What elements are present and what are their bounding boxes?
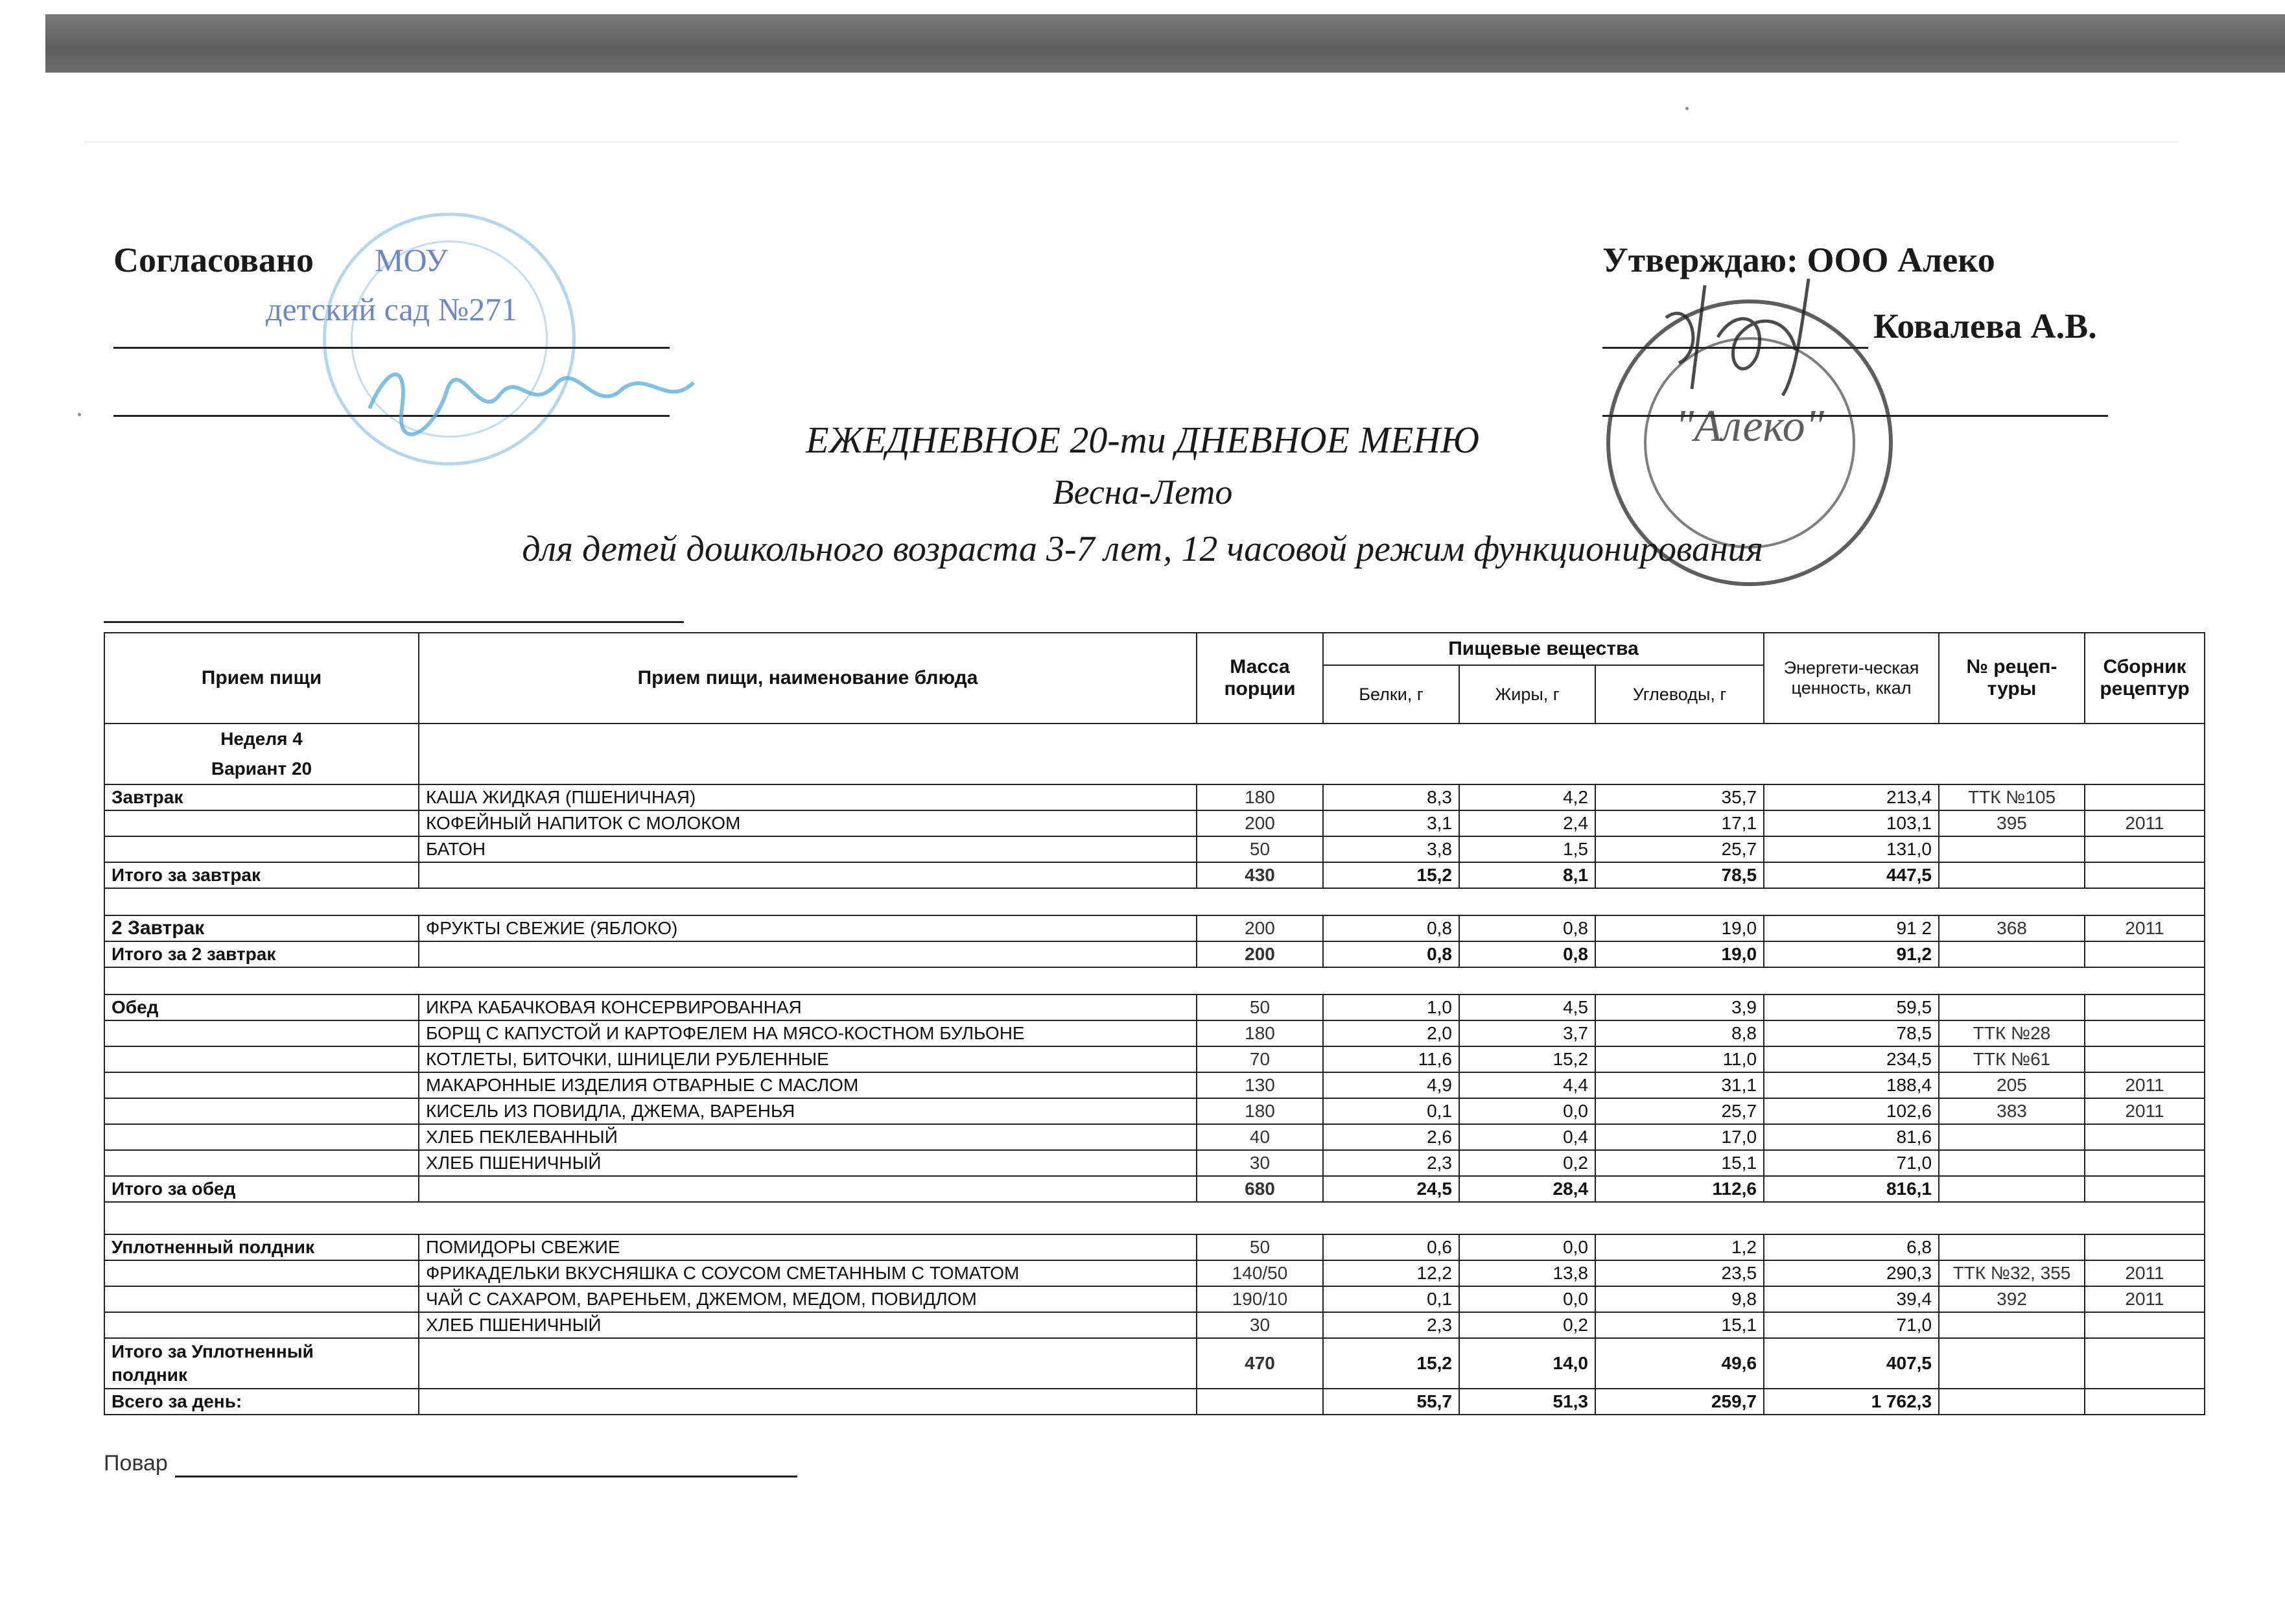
- dish-collection: [2085, 1046, 2205, 1072]
- total-carbs: 49,6: [1595, 1338, 1764, 1389]
- dish-mass: 180: [1197, 1020, 1323, 1046]
- day-total-label: Всего за день:: [104, 1389, 419, 1415]
- dish-recipe: 368: [1939, 915, 2085, 941]
- dish-fat: 4,2: [1459, 784, 1595, 810]
- table-row: [104, 1150, 2205, 1176]
- dish-collection: [2085, 1234, 2205, 1260]
- total-energy: 407,5: [1764, 1338, 1939, 1389]
- total-label: Итого за завтрак: [104, 862, 419, 888]
- dish-fat: 0,4: [1459, 1124, 1595, 1150]
- dish-name: ХЛЕБ ПШЕНИЧНЫЙ: [419, 1312, 1197, 1338]
- dish-recipe: ТТК №105: [1939, 784, 2085, 810]
- table-row: [104, 1260, 2205, 1286]
- total-empty: [1939, 1176, 2085, 1202]
- dish-mass: 70: [1197, 1046, 1323, 1072]
- total-empty: [2085, 1338, 2205, 1389]
- dish-fat: 0,2: [1459, 1150, 1595, 1176]
- header-meal: Прием пищи: [104, 633, 419, 724]
- total-empty: [1939, 1338, 2085, 1389]
- dish-fat: 15,2: [1459, 1046, 1595, 1072]
- meal-empty: [104, 1286, 419, 1312]
- table-row: [104, 1312, 2205, 1338]
- header-carbs: Углеводы, г: [1595, 665, 1764, 724]
- dish-protein: 0,1: [1323, 1286, 1459, 1312]
- total-empty: [1939, 1389, 2085, 1415]
- dish-carbs: 8,8: [1595, 1020, 1764, 1046]
- dish-protein: 0,8: [1323, 915, 1459, 941]
- title-underline: [104, 621, 684, 623]
- week-variant: Вариант 20: [211, 759, 312, 779]
- dish-name: ФРИКАДЕЛЬКИ ВКУСНЯШКА С СОУСОМ СМЕТАННЫМ С ТОМАТОМ: [419, 1260, 1197, 1286]
- dish-recipe: [1939, 994, 2085, 1020]
- dish-mass: 140/50: [1197, 1260, 1323, 1286]
- dish-protein: 0,6: [1323, 1234, 1459, 1260]
- dish-carbs: 17,1: [1595, 810, 1764, 836]
- total-energy: 816,1: [1764, 1176, 1939, 1202]
- dish-mass: 180: [1197, 1098, 1323, 1124]
- total-empty: [419, 1338, 1197, 1389]
- meal-empty: [104, 1046, 419, 1072]
- total-protein: 0,8: [1323, 941, 1459, 967]
- dish-mass: 40: [1197, 1124, 1323, 1150]
- dish-protein: 3,1: [1323, 810, 1459, 836]
- dish-name: КОФЕЙНЫЙ НАПИТОК С МОЛОКОМ: [419, 810, 1197, 836]
- total-carbs: 78,5: [1595, 862, 1764, 888]
- meal-empty: [104, 1098, 419, 1124]
- header-recipe-no: № рецеп-туры: [1939, 633, 2085, 724]
- total-empty: [1197, 1389, 1323, 1415]
- header-dish: Прием пищи, наименование блюда: [419, 633, 1197, 724]
- header-fat: Жиры, г: [1459, 665, 1595, 724]
- scan-dot: [1685, 107, 1689, 110]
- total-empty: [2085, 1389, 2205, 1415]
- meal-empty: [104, 1150, 419, 1176]
- total-label: [104, 1338, 419, 1389]
- header-energy: Энергети-ческая ценность, ккал: [1764, 633, 1939, 724]
- dish-fat: 4,4: [1459, 1072, 1595, 1098]
- dish-carbs: 1,2: [1595, 1234, 1764, 1260]
- total-fat: 8,1: [1459, 862, 1595, 888]
- total-label: Итого за 2 завтрак: [104, 941, 419, 967]
- day-total-fat: 51,3: [1459, 1389, 1595, 1415]
- document-season: Весна-Лето: [1052, 473, 1233, 512]
- dish-energy: 188,4: [1764, 1072, 1939, 1098]
- header-protein: Белки, г: [1323, 665, 1459, 724]
- dish-carbs: 23,5: [1595, 1260, 1764, 1286]
- dish-protein: 2,3: [1323, 1150, 1459, 1176]
- stamp-org-line1: МОУ: [375, 242, 449, 278]
- dish-protein: 2,6: [1323, 1124, 1459, 1150]
- meal-breakfast: Завтрак: [104, 784, 419, 810]
- dish-energy: 59,5: [1764, 994, 1939, 1020]
- dish-collection: 2011: [2085, 1072, 2205, 1098]
- table-row: [104, 1124, 2205, 1150]
- dish-energy: 103,1: [1764, 810, 1939, 836]
- dish-mass: 190/10: [1197, 1286, 1323, 1312]
- dish-fat: 1,5: [1459, 836, 1595, 862]
- dish-protein: 2,3: [1323, 1312, 1459, 1338]
- dish-recipe: [1939, 1124, 2085, 1150]
- dish-energy: 131,0: [1764, 836, 1939, 862]
- dish-carbs: 3,9: [1595, 994, 1764, 1020]
- total-energy: 447,5: [1764, 862, 1939, 888]
- dish-carbs: 15,1: [1595, 1312, 1764, 1338]
- dish-name: БАТОН: [419, 836, 1197, 862]
- dish-carbs: 35,7: [1595, 784, 1764, 810]
- dish-carbs: 31,1: [1595, 1072, 1764, 1098]
- dish-energy: 6,8: [1764, 1234, 1939, 1260]
- total-label: Итого за обед: [104, 1176, 419, 1202]
- dish-name: ХЛЕБ ПШЕНИЧНЫЙ: [419, 1150, 1197, 1176]
- meal-breakfast-2: 2 Завтрак: [104, 915, 419, 941]
- dish-fat: 13,8: [1459, 1260, 1595, 1286]
- total-fat: 14,0: [1459, 1338, 1595, 1389]
- total-fat: 28,4: [1459, 1176, 1595, 1202]
- dish-collection: [2085, 836, 2205, 862]
- dish-name: МАКАРОННЫЕ ИЗДЕЛИЯ ОТВАРНЫЕ С МАСЛОМ: [419, 1072, 1197, 1098]
- table-row: [104, 915, 2205, 941]
- total-mass: 430: [1197, 862, 1323, 888]
- meal-empty: [104, 1072, 419, 1098]
- dish-energy: 71,0: [1764, 1312, 1939, 1338]
- dish-energy: 102,6: [1764, 1098, 1939, 1124]
- dish-carbs: 19,0: [1595, 915, 1764, 941]
- dish-protein: 3,8: [1323, 836, 1459, 862]
- dish-name: ФРУКТЫ СВЕЖИЕ (ЯБЛОКО): [419, 915, 1197, 941]
- dish-fat: 0,0: [1459, 1234, 1595, 1260]
- scan-faint-line: [84, 141, 2178, 143]
- dish-fat: 0,0: [1459, 1098, 1595, 1124]
- total-carbs: 19,0: [1595, 941, 1764, 967]
- dish-recipe: 383: [1939, 1098, 2085, 1124]
- total-row-lunch: [104, 1176, 2205, 1202]
- table-row: [104, 836, 2205, 862]
- week-number: Неделя 4: [220, 729, 303, 749]
- dish-carbs: 25,7: [1595, 1098, 1764, 1124]
- dish-protein: 2,0: [1323, 1020, 1459, 1046]
- dish-carbs: 11,0: [1595, 1046, 1764, 1072]
- dish-energy: 39,4: [1764, 1286, 1939, 1312]
- meal-lunch: Обед: [104, 994, 419, 1020]
- table-row-empty: [419, 724, 2205, 784]
- dish-energy: 290,3: [1764, 1260, 1939, 1286]
- table-row: [104, 994, 2205, 1020]
- table-row: [104, 1098, 2205, 1124]
- meal-empty: [104, 810, 419, 836]
- header-nutrients: Пищевые вещества: [1323, 633, 1764, 665]
- dish-carbs: 25,7: [1595, 836, 1764, 862]
- meal-empty: [104, 1260, 419, 1286]
- total-empty: [2085, 941, 2205, 967]
- dish-energy: 71,0: [1764, 1150, 1939, 1176]
- total-fat: 0,8: [1459, 941, 1595, 967]
- dish-recipe: 392: [1939, 1286, 2085, 1312]
- document-title: ЕЖЕДНЕВНОЕ 20-ти ДНЕВНОЕ МЕНЮ: [806, 419, 1479, 461]
- total-empty: [1939, 941, 2085, 967]
- dish-collection: 2011: [2085, 1098, 2205, 1124]
- dish-fat: 4,5: [1459, 994, 1595, 1020]
- dish-energy: 213,4: [1764, 784, 1939, 810]
- total-protein: 15,2: [1323, 1338, 1459, 1389]
- dish-fat: 2,4: [1459, 810, 1595, 836]
- meal-empty: [104, 836, 419, 862]
- total-mass: 470: [1197, 1338, 1323, 1389]
- approve-org-label: Утверждаю: ООО Алеко: [1602, 241, 1995, 279]
- week-label: [104, 724, 419, 784]
- menu-table: [104, 632, 2205, 1415]
- dish-mass: 50: [1197, 1234, 1323, 1260]
- dish-mass: 200: [1197, 915, 1323, 941]
- dish-name: ИКРА КАБАЧКОВАЯ КОНСЕРВИРОВАННАЯ: [419, 994, 1197, 1020]
- dish-recipe: ТТК №61: [1939, 1046, 2085, 1072]
- total-empty: [1939, 862, 2085, 888]
- total-empty: [419, 1389, 1197, 1415]
- total-empty: [2085, 862, 2205, 888]
- total-energy: 91,2: [1764, 941, 1939, 967]
- dish-mass: 30: [1197, 1150, 1323, 1176]
- day-total-protein: 55,7: [1323, 1389, 1459, 1415]
- spacer-row: [104, 1202, 2205, 1234]
- dish-name: КИСЕЛЬ ИЗ ПОВИДЛА, ДЖЕМА, ВАРЕНЬЯ: [419, 1098, 1197, 1124]
- meal-empty: [104, 1312, 419, 1338]
- total-empty: [2085, 1176, 2205, 1202]
- spacer-row: [104, 967, 2205, 994]
- dish-collection: [2085, 994, 2205, 1020]
- dish-protein: 12,2: [1323, 1260, 1459, 1286]
- dish-energy: 91 2: [1764, 915, 1939, 941]
- signature-right-image: [1646, 259, 1880, 408]
- total-row-breakfast: [104, 862, 2205, 888]
- table-row: [104, 810, 2205, 836]
- total-row-breakfast-2: [104, 941, 2205, 967]
- dish-fat: 0,0: [1459, 1286, 1595, 1312]
- stamp-company-name: "Алеко": [1675, 401, 1824, 451]
- stamp-org-line2: детский сад №271: [266, 291, 518, 327]
- dish-protein: 4,9: [1323, 1072, 1459, 1098]
- dish-recipe: 395: [1939, 810, 2085, 836]
- dish-collection: 2011: [2085, 1286, 2205, 1312]
- dish-recipe: ТТК №28: [1939, 1020, 2085, 1046]
- dish-name: КАША ЖИДКАЯ (ПШЕНИЧНАЯ): [419, 784, 1197, 810]
- total-label-line2: полдник: [111, 1365, 188, 1385]
- meal-snack: Уплотненный полдник: [104, 1234, 419, 1260]
- total-row-snack: [104, 1338, 2205, 1389]
- total-protein: 24,5: [1323, 1176, 1459, 1202]
- approver-name: Ковалева А.В.: [1873, 307, 2097, 346]
- dish-name: КОТЛЕТЫ, БИТОЧКИ, ШНИЦЕЛИ РУБЛЕННЫЕ: [419, 1046, 1197, 1072]
- approved-label: Согласовано: [113, 241, 314, 279]
- dish-recipe: 205: [1939, 1072, 2085, 1098]
- dish-name: БОРЩ С КАПУСТОЙ И КАРТОФЕЛЕМ НА МЯСО-КОСТНОМ БУЛЬОНЕ: [419, 1020, 1197, 1046]
- document-subtitle: для детей дошкольного возраста 3-7 лет, 12 часовой режим функционирования: [522, 529, 1763, 569]
- cook-signature-line: [175, 1476, 797, 1477]
- total-empty: [419, 862, 1197, 888]
- dish-carbs: 15,1: [1595, 1150, 1764, 1176]
- dish-energy: 234,5: [1764, 1046, 1939, 1072]
- scan-edge-bar: [45, 14, 2285, 73]
- dish-protein: 0,1: [1323, 1098, 1459, 1124]
- dish-recipe: ТТК №32, 355: [1939, 1260, 2085, 1286]
- dish-collection: 2011: [2085, 915, 2205, 941]
- dish-carbs: 17,0: [1595, 1124, 1764, 1150]
- dish-collection: [2085, 784, 2205, 810]
- dish-name: ЧАЙ С САХАРОМ, ВАРЕНЬЕМ, ДЖЕМОМ, МЕДОМ, ПОВИДЛОМ: [419, 1286, 1197, 1312]
- header-mass: Масса порции: [1197, 633, 1323, 724]
- dish-fat: 3,7: [1459, 1020, 1595, 1046]
- dish-collection: [2085, 1312, 2205, 1338]
- total-empty: [419, 1176, 1197, 1202]
- dish-mass: 200: [1197, 810, 1323, 836]
- dish-name: ПОМИДОРЫ СВЕЖИЕ: [419, 1234, 1197, 1260]
- dish-mass: 50: [1197, 994, 1323, 1020]
- dish-collection: 2011: [2085, 810, 2205, 836]
- dish-collection: [2085, 1020, 2205, 1046]
- spacer-row: [104, 888, 2205, 915]
- total-carbs: 112,6: [1595, 1176, 1764, 1202]
- scan-dot: [78, 413, 81, 416]
- dish-protein: 1,0: [1323, 994, 1459, 1020]
- meal-empty: [104, 1020, 419, 1046]
- dish-collection: 2011: [2085, 1260, 2205, 1286]
- dish-energy: 81,6: [1764, 1124, 1939, 1150]
- table-row: [104, 1020, 2205, 1046]
- table-row: [104, 1286, 2205, 1312]
- dish-collection: [2085, 1124, 2205, 1150]
- cook-label: Повар: [104, 1451, 168, 1476]
- dish-protein: 11,6: [1323, 1046, 1459, 1072]
- meal-empty: [104, 1124, 419, 1150]
- dish-fat: 0,8: [1459, 915, 1595, 941]
- dish-name: ХЛЕБ ПЕКЛЕВАННЫЙ: [419, 1124, 1197, 1150]
- day-total-energy: 1 762,3: [1764, 1389, 1939, 1415]
- table-row: [104, 1072, 2205, 1098]
- dish-recipe: [1939, 1234, 2085, 1260]
- dish-mass: 180: [1197, 784, 1323, 810]
- dish-carbs: 9,8: [1595, 1286, 1764, 1312]
- table-row: [104, 1234, 2205, 1260]
- table-row: [104, 784, 2205, 810]
- table-row: [104, 1046, 2205, 1072]
- day-total-carbs: 259,7: [1595, 1389, 1764, 1415]
- total-empty: [419, 941, 1197, 967]
- dish-mass: 130: [1197, 1072, 1323, 1098]
- total-label-line1: Итого за Уплотненный: [111, 1341, 314, 1361]
- dish-recipe: [1939, 1150, 2085, 1176]
- total-protein: 15,2: [1323, 862, 1459, 888]
- dish-fat: 0,2: [1459, 1312, 1595, 1338]
- total-mass: 200: [1197, 941, 1323, 967]
- dish-energy: 78,5: [1764, 1020, 1939, 1046]
- dish-mass: 50: [1197, 836, 1323, 862]
- dish-recipe: [1939, 1312, 2085, 1338]
- dish-mass: 30: [1197, 1312, 1323, 1338]
- dish-recipe: [1939, 836, 2085, 862]
- total-mass: 680: [1197, 1176, 1323, 1202]
- dish-protein: 8,3: [1323, 784, 1459, 810]
- header-collection: Сборник рецептур: [2085, 633, 2205, 724]
- total-row-day: [104, 1389, 2205, 1415]
- dish-collection: [2085, 1150, 2205, 1176]
